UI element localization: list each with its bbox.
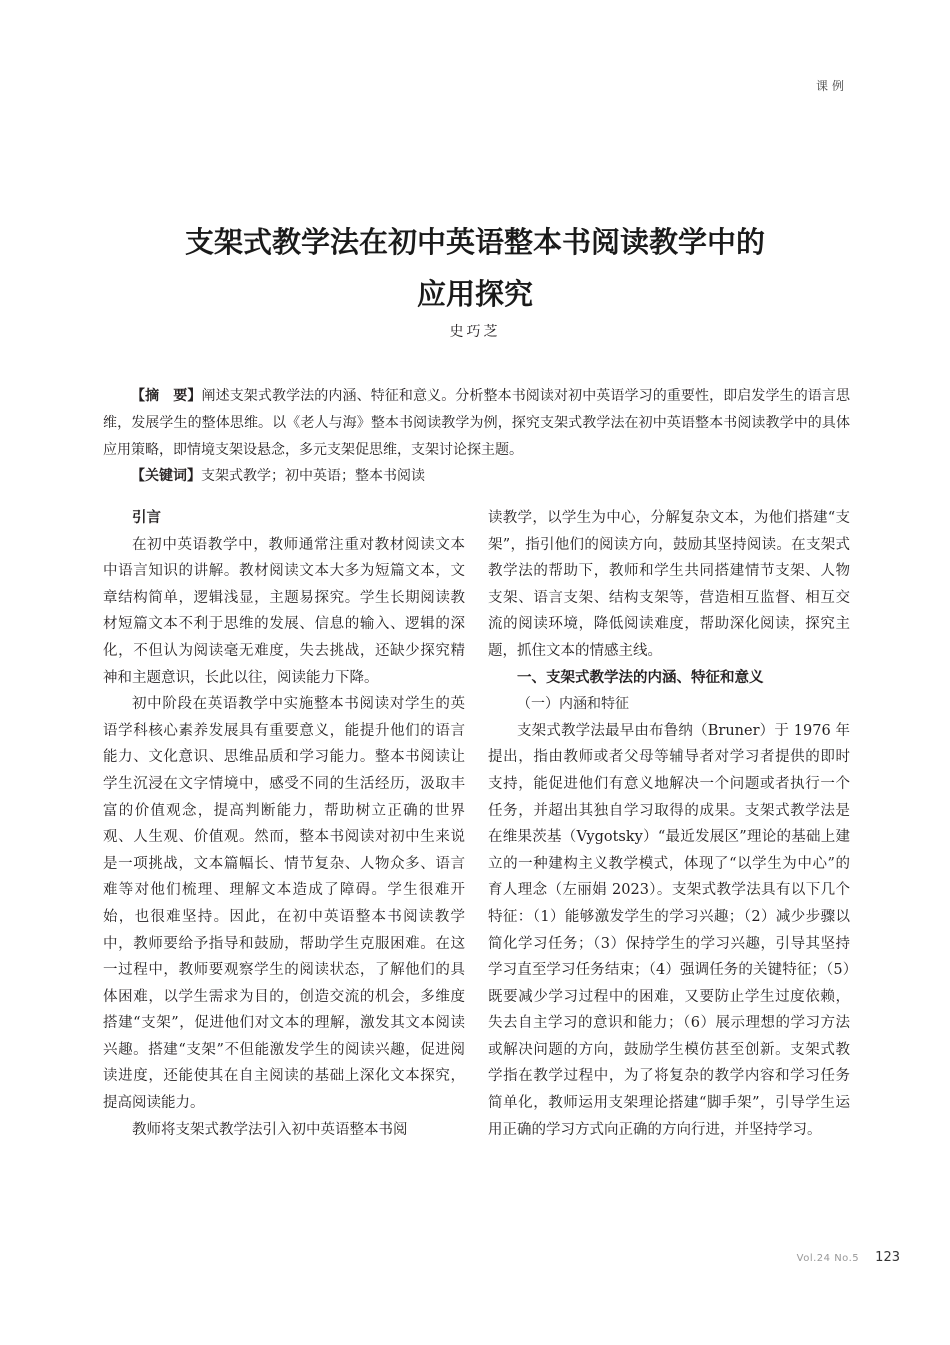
intro-heading: 引言: [132, 510, 161, 526]
keywords-label: 【关键词】: [131, 468, 201, 484]
page-footer: [797, 1250, 900, 1265]
title-line-1: 支架式教学法在初中英语整本书阅读教学中的: [184, 225, 765, 259]
section-tag: 课例: [815, 79, 848, 93]
section-heading: 一、支架式教学法的内涵、特征和意义: [517, 669, 764, 686]
paragraph: 教师将支架式教学法引入初中英语整本书阅: [132, 1121, 408, 1138]
paragraph-continued: 读教学，以学生为中心，分解复杂文本，为他们搭建“支架”，指引他们的阅读方向，鼓励其坚持阅读。在支架式教学法的帮助下，教师和学生共同搭建情节支架、人物支架、语言支架、结构支架等，营造相互监督、相互交流的阅读环境，降低阅读难度，帮助深化阅读，探究主题，抓住文本的情感主线。: [488, 510, 850, 659]
keywords: [131, 463, 851, 490]
abstract-text: 阐述支架式教学法的内涵、特征和意义。分析整本书阅读对初中英语学习的重要性，即启发学生的语言思维，发展学生的整体思维。以《老人与海》整本书阅读教学为例，探究支架式教学法在初中英语整本书阅读教学中的具体应用策略，即情境支架设悬念，多元支架促思维，支架讨论探主题。: [103, 388, 850, 458]
author-name: 史巧芝: [449, 324, 501, 340]
subsection-heading: （一）内涵和特征: [517, 696, 629, 713]
right-column: [488, 505, 850, 1143]
paragraph: 初中阶段在英语教学中实施整本书阅读对学生的英语学科核心素养发展具有重要意义，能提升他们的语言能力、文化意识、思维品质和学习能力。整本书阅读让学生沉浸在文字情境中，感受不同的生活经历，汲取丰富的价值观念，提高判断能力，帮助树立正确的世界观、人生观、价值观。然而，整本书阅读对初中生来说是一项挑战，文本篇幅长、情节复杂、人物众多、语言难等对他们梳理、理解文本造成了障碍。学生很难开始，也很难坚持。因此，在初中英语整本书阅读教学中，教师要给予指导和鼓励，帮助学生克服困难。在这一过程中，教师要观察学生的阅读状态，了解他们的具体困难，以学生需求为目的，创造交流的机会，多维度搭建“支架”，促进他们对文本的理解，激发其文本阅读兴趣。搭建“支架”不但能激发学生的阅读兴趣，促进阅读进度，还能使其在自主阅读的基础上深化文本探究，提高阅读能力。: [103, 696, 465, 1112]
title-line-2: 应用探究: [416, 277, 533, 311]
article-title: [0, 216, 950, 320]
abstract-label: 【摘 要】: [131, 388, 202, 404]
paragraph: 支架式教学法最早由布鲁纳（Bruner）于 1976 年提出，指由教师或者父母等辅导者对学习者提供的即时支持，能促进他们有意义地解决一个问题或者执行一个任务，并超出其独自学习取得的成果。支架式教学法是在维果茨基（Vygotsky）“最近发展区”理论的基础上建立的一种建构主义教学模式，体现了“以学生为中心”的育人理念（左丽娟 2023）。支架式教学法具有以下几个特征：（1）能够激发学生的学习兴趣；（2）减少步骤以简化学习任务；（3）保持学生的学习兴趣，引导其坚持学习直至学习任务结束；（4）强调任务的关键特征；（5）既要减少学习过程中的困难，又要防止学生过度依赖，失去自主学习的意识和能力；（6）展示理想的学习方法或解决问题的方向，鼓励学生模仿甚至创新。支架式教学指在教学过程中，为了将复杂的教学内容和学习任务简单化，教师运用支架理论搭建“脚手架”，引导学生运用正确的学习方式向正确的方向行进，并坚持学习。: [488, 722, 850, 1138]
page-number: 123: [875, 1250, 900, 1265]
volume-info: Vol.24 No.5: [796, 1253, 860, 1264]
paragraph: 在初中英语教学中，教师通常注重对教材阅读文本中语言知识的讲解。教材阅读文本大多为短篇文本，文章结构简单，逻辑浅显，主题易探究。学生长期阅读教材短篇文本不利于思维的发展、信息的输入、逻辑的深化，不但认为阅读毫无难度，失去挑战，还缺少探究精神和主题意识，长此以往，阅读能力下降。: [103, 536, 465, 686]
keywords-text: 支架式教学；初中英语；整本书阅读: [201, 468, 425, 484]
abstract: [103, 383, 850, 464]
left-column: [103, 505, 465, 1143]
